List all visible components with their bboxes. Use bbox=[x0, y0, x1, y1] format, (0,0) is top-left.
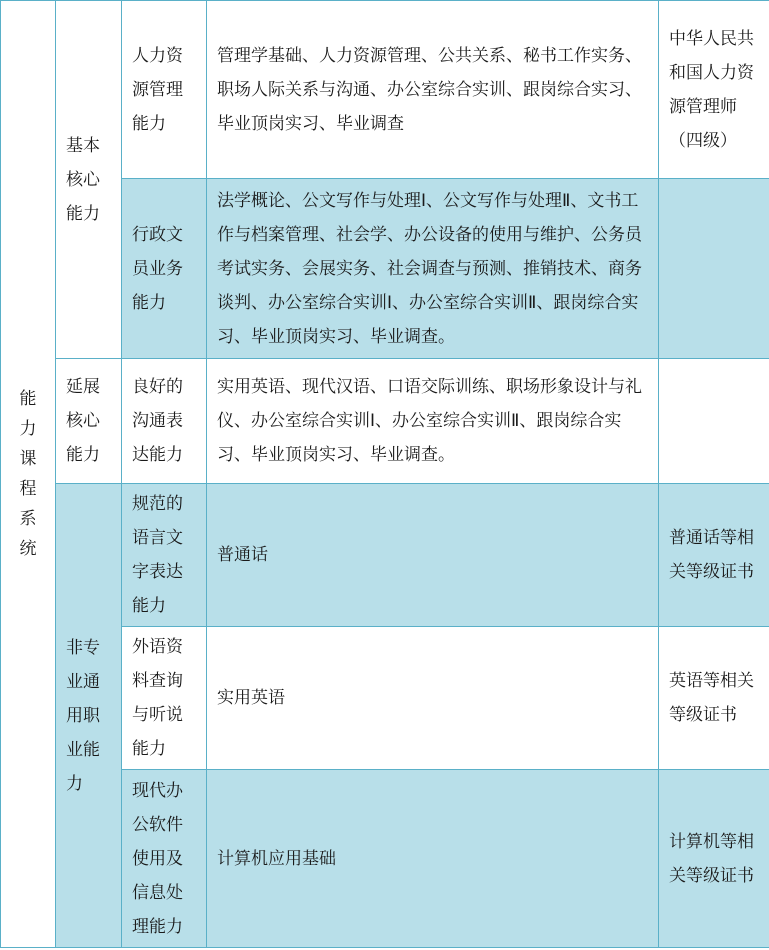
system-label-char: 统 bbox=[19, 539, 37, 559]
courses-cell: 法学概论、公文写作与处理Ⅰ、公文写作与处理Ⅱ、文书工作与档案管理、社会学、办公设备的使用与维护、公务员考试实务、会展实务、社会调查与预测、推销技术、商务谈判、办公室综合实训Ⅰ、办公室综合实训Ⅱ、跟岗综合实习、毕业顶岗实习、毕业调查。 bbox=[207, 179, 659, 359]
ability-cell: 外语资料查询与听说能力 bbox=[122, 627, 207, 770]
system-label-char: 系 bbox=[19, 509, 37, 529]
category-cell: 非专业通用职业能力 bbox=[56, 484, 122, 948]
system-label-char: 课 bbox=[19, 449, 37, 469]
table-row bbox=[1, 484, 769, 627]
courses-cell: 管理学基础、人力资源管理、公共关系、秘书工作实务、职场人际关系与沟通、办公室综合实训、跟岗综合实习、毕业顶岗实习、毕业调查 bbox=[207, 1, 659, 179]
ability-cell: 良好的沟通表达能力 bbox=[122, 359, 207, 484]
certificate-cell: 中华人民共和国人力资源管理师（四级） bbox=[659, 1, 769, 179]
table-row bbox=[1, 359, 769, 484]
ability-cell: 规范的语言文字表达能力 bbox=[122, 484, 207, 627]
ability-cell: 人力资源管理能力 bbox=[122, 1, 207, 179]
category-cell: 延展核心能力 bbox=[56, 359, 122, 484]
ability-cell: 行政文员业务能力 bbox=[122, 179, 207, 359]
ability-cell: 现代办公软件使用及信息处理能力 bbox=[122, 770, 207, 948]
system-label-char: 力 bbox=[19, 419, 37, 439]
certificate-cell: 英语等相关等级证书 bbox=[659, 627, 769, 770]
courses-cell: 计算机应用基础 bbox=[207, 770, 659, 948]
system-label-char: 能 bbox=[19, 389, 37, 409]
courses-cell: 普通话 bbox=[207, 484, 659, 627]
system-label-char: 程 bbox=[19, 479, 37, 499]
certificate-cell: 计算机等相关等级证书 bbox=[659, 770, 769, 948]
table-row bbox=[1, 1, 769, 179]
certificate-cell: 普通话等相关等级证书 bbox=[659, 484, 769, 627]
courses-cell: 实用英语 bbox=[207, 627, 659, 770]
certificate-cell bbox=[659, 359, 769, 484]
system-label-cell bbox=[1, 1, 56, 948]
courses-cell: 实用英语、现代汉语、口语交际训练、职场形象设计与礼仪、办公室综合实训Ⅰ、办公室综合实训Ⅱ、跟岗综合实习、毕业顶岗实习、毕业调查。 bbox=[207, 359, 659, 484]
category-cell: 基本核心能力 bbox=[56, 1, 122, 359]
certificate-cell bbox=[659, 179, 769, 359]
